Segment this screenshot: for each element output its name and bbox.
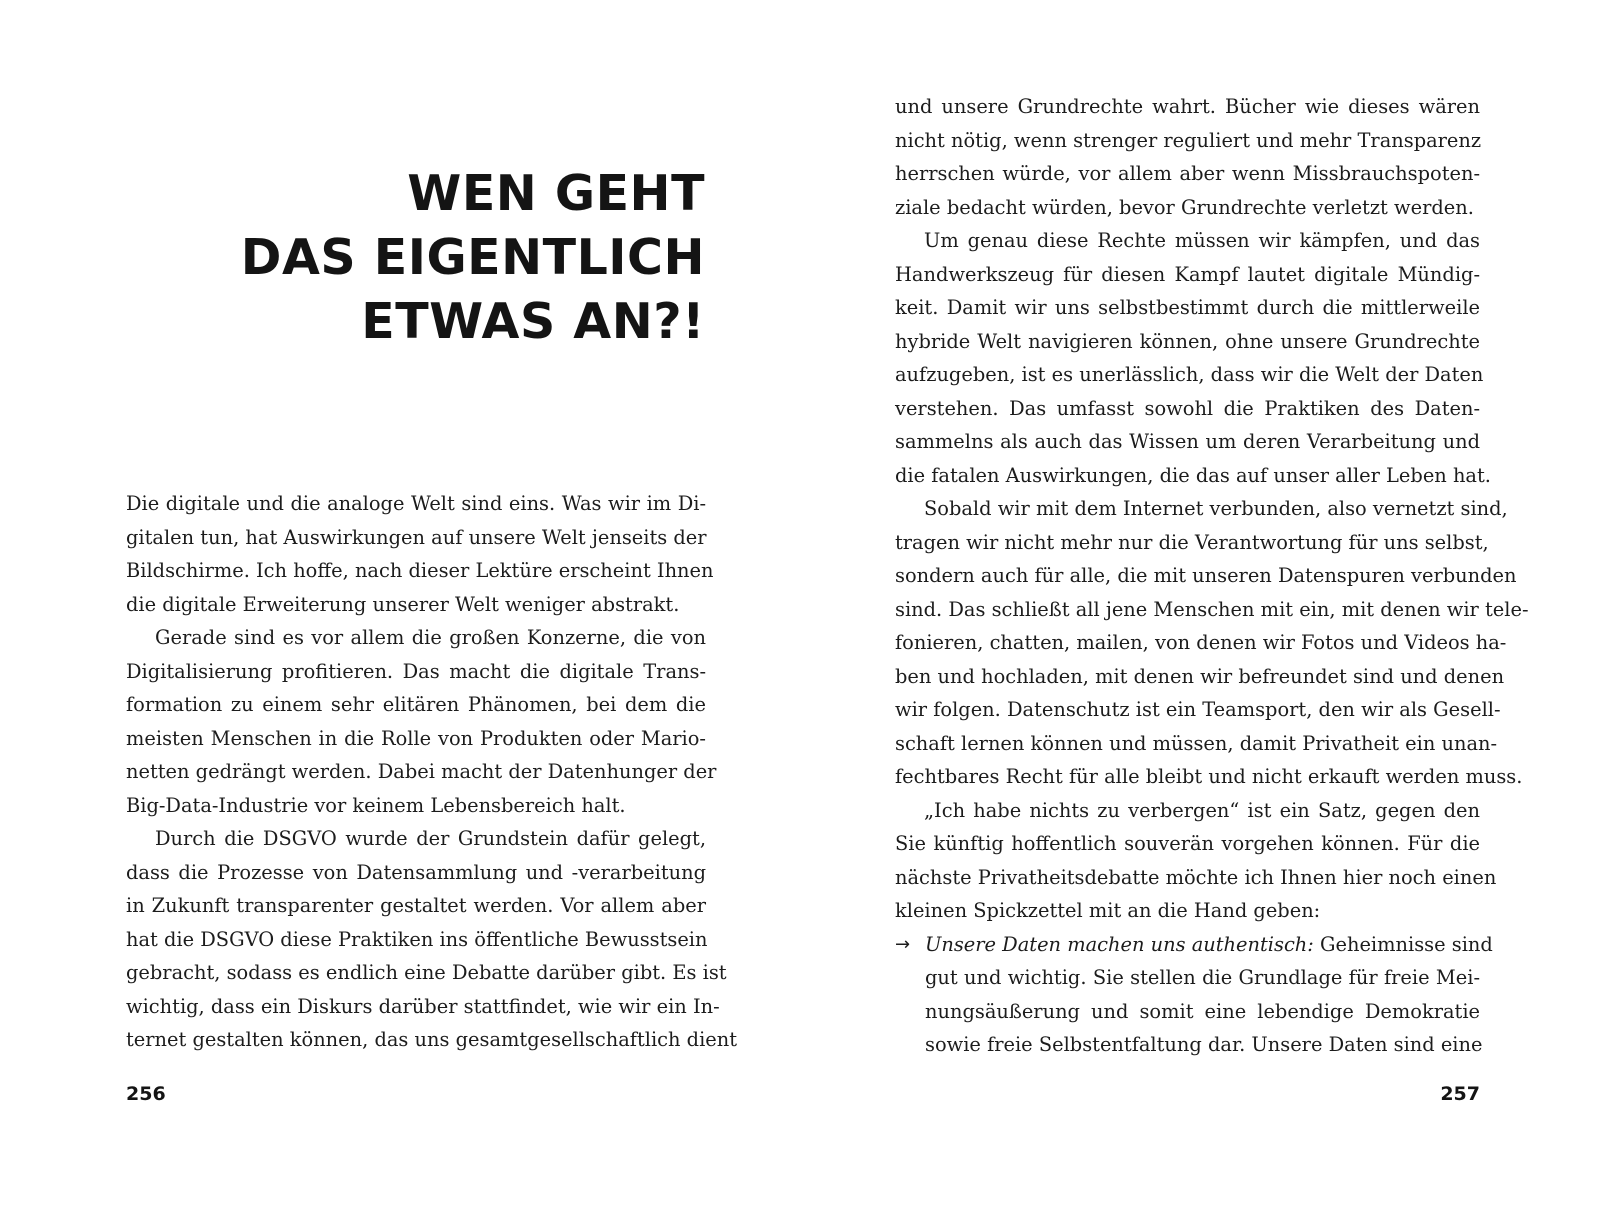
text-line: sowie freie Selbstentfaltung dar. Unsere Daten sind eine: [925, 1033, 1483, 1056]
chapter-title-line: DAS EIGENTLICH: [240, 229, 705, 286]
text-line: gebracht, sodass es endlich eine Debatte darüber gibt. Es ist: [126, 961, 727, 984]
chapter-title: [200, 162, 705, 354]
text-line: netten gedrängt werden. Dabei macht der Datenhunger der: [126, 760, 717, 783]
text-line: nicht nötig, wenn strenger reguliert und mehr Transparenz: [895, 128, 1482, 152]
text-line: Die digitale und die analoge Welt sind eins. Was wir im Di-: [126, 492, 706, 515]
left-body-text: [126, 487, 738, 1057]
text-line: Gerade sind es vor allem die großen Konzerne, die von: [155, 626, 706, 649]
text-line: und unsere Grundrechte wahrt. Bücher wie dieses wären: [895, 95, 1480, 118]
text-line: die fatalen Auswirkungen, die das auf unser aller Leben hat.: [895, 463, 1491, 487]
text-line: hat die DSGVO diese Praktiken ins öffentliche Bewusstsein: [126, 927, 708, 951]
text-line: sondern auch für alle, die mit unseren Datenspuren verbunden: [895, 564, 1517, 587]
text-line: Handwerkszeug für diesen Kampf lautet digitale Mündig-: [895, 262, 1480, 286]
text-line: meisten Menschen in die Rolle von Produkten oder Mario-: [126, 726, 706, 750]
text-line: schaft lernen können und müssen, damit Privatheit ein unan-: [895, 731, 1498, 755]
text-line: fechtbares Recht für alle bleibt und nicht erkauft werden muss.: [895, 765, 1523, 788]
bullet-item: [895, 928, 1493, 962]
text-line: aufzugeben, ist es unerlässlich, dass wir die Welt der Daten: [895, 363, 1484, 386]
text-line: keit. Damit wir uns selbstbestimmt durch die mittlerweile: [895, 296, 1480, 319]
text-line: gitalen tun, hat Auswirkungen auf unsere Welt jenseits der: [126, 525, 707, 549]
text-line: Digitalisierung profitieren. Das macht die digitale Trans-: [126, 659, 706, 683]
text-line: wir folgen. Datenschutz ist ein Teamsport, den wir als Gesell-: [895, 698, 1501, 721]
right-body-text: [895, 90, 1529, 1062]
chapter-title-line: WEN GEHT: [407, 165, 705, 222]
text-line: ziale bedacht würden, bevor Grundrechte verletzt werden.: [895, 195, 1474, 219]
text-line: „Ich habe nichts zu verbergen“ ist ein Satz, gegen den: [924, 798, 1480, 822]
page-number: 256: [126, 1083, 166, 1105]
text-line: fonieren, chatten, mailen, von denen wir Fotos und Videos ha-: [895, 631, 1507, 654]
text-line: formation zu einem sehr elitären Phänomen, bei dem die: [126, 693, 706, 716]
text-line: ben und hochladen, mit denen wir befreundet sind und denen: [895, 664, 1505, 688]
text-line: wichtig, dass ein Diskurs darüber stattfindet, wie wir ein In-: [126, 994, 720, 1018]
text-line: Sobald wir mit dem Internet verbunden, also vernetzt sind,: [924, 497, 1508, 520]
text-line: gut und wichtig. Sie stellen die Grundlage für freie Mei-: [925, 966, 1480, 989]
text-line: nungsäußerung und somit eine lebendige Demokratie: [925, 999, 1480, 1023]
text-line: in Zukunft transparenter gestaltet werden. Vor allem aber: [126, 894, 706, 917]
text-line: dass die Prozesse von Datensammlung und -verarbeitung: [126, 860, 706, 884]
text-line: herrschen würde, vor allem aber wenn Missbrauchspoten-: [895, 162, 1480, 185]
text-line: verstehen. Das umfasst sowohl die Praktiken des Daten-: [895, 396, 1480, 420]
chapter-title-line: ETWAS AN?!: [361, 293, 705, 350]
text-line: hybride Welt navigieren können, ohne unsere Grundrechte: [895, 329, 1480, 353]
right-page: [803, 0, 1606, 1211]
text-line: tragen wir nicht mehr nur die Verantwortung für uns selbst,: [895, 530, 1489, 554]
text-line: die digitale Erweiterung unserer Welt weniger abstrakt.: [126, 592, 680, 616]
text-line: Sie künftig hoffentlich souverän vorgehen können. Für die: [895, 832, 1480, 855]
text-line: Um genau diese Rechte müssen wir kämpfen, und das: [924, 229, 1480, 252]
page-number: 257: [1440, 1083, 1480, 1105]
text-line: sind. Das schließt all jene Menschen mit ein, mit denen wir tele-: [895, 597, 1529, 621]
text-line: sammelns als auch das Wissen um deren Verarbeitung und: [895, 430, 1480, 453]
text-line: kleinen Spickzettel mit an die Hand geben:: [895, 899, 1321, 922]
text-line: Durch die DSGVO wurde der Grundstein dafür gelegt,: [155, 827, 706, 850]
arrow-right-icon: →: [895, 933, 911, 955]
text-line: ternet gestalten können, das uns gesamtgesellschaftlich dient: [126, 1028, 738, 1051]
text-line: Bildschirme. Ich hoffe, nach dieser Lektüre erscheint Ihnen: [126, 559, 714, 582]
text-line: Big-Data-Industrie vor keinem Lebensbereich halt.: [126, 793, 626, 817]
text-line: nächste Privatheitsdebatte möchte ich Ihnen hier noch einen: [895, 865, 1497, 889]
bullet-lead: Unsere Daten machen uns authentisch:: [925, 932, 1314, 956]
bullet-text: Geheimnisse sind: [1313, 932, 1493, 956]
